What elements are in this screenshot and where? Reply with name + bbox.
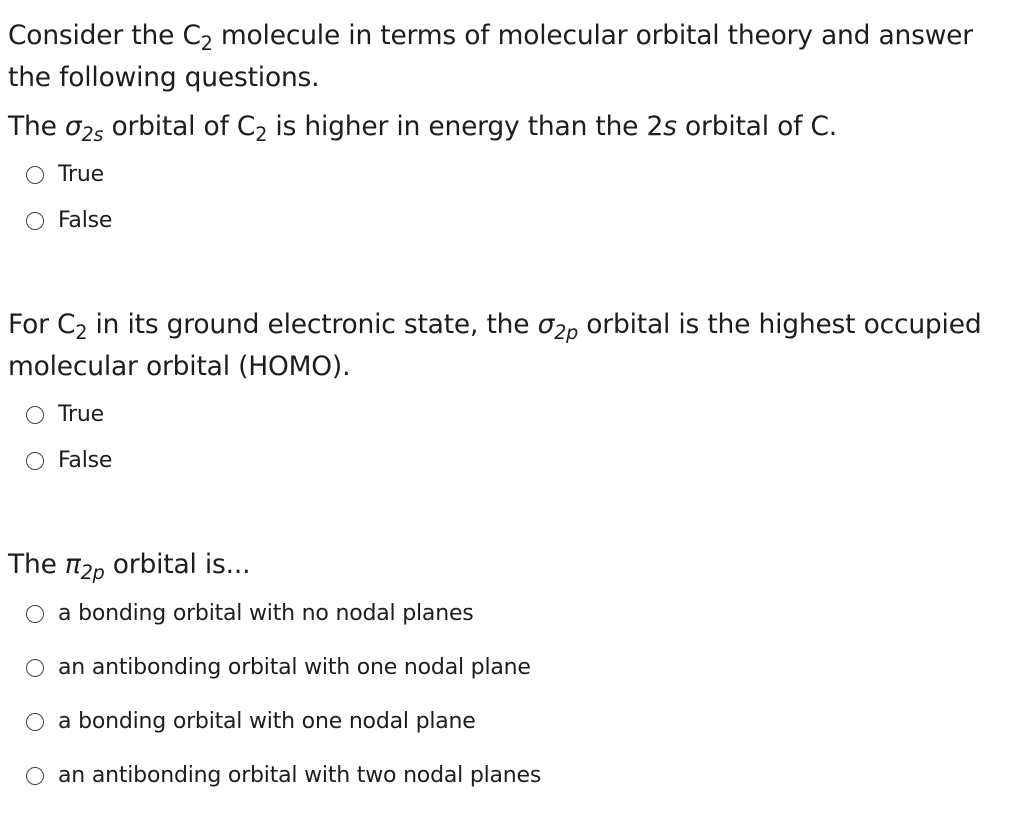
intro-text-b: molecule in terms of molecular orbital theory and answer <box>212 20 973 51</box>
question-2-prompt <box>8 304 1008 388</box>
sigma-symbol: σ <box>64 111 82 142</box>
intro-subscript: 2 <box>200 33 213 56</box>
radio-button[interactable] <box>26 406 44 424</box>
q3-option-4[interactable] <box>26 761 541 791</box>
q3-option-1[interactable] <box>26 599 474 629</box>
q2-option-true[interactable] <box>26 400 104 430</box>
q3-option-2[interactable] <box>26 653 531 683</box>
q2-text-b: in its ground electronic state, the <box>87 309 538 340</box>
q1-s-italic: s <box>663 111 677 142</box>
option-label: an antibonding orbital with one nodal plane <box>58 655 531 680</box>
pi-symbol: π <box>64 549 81 580</box>
intro-line-1 <box>8 15 1008 57</box>
q3-option-3[interactable] <box>26 707 476 737</box>
q1-c2-subscript: 2 <box>255 124 268 147</box>
radio-button[interactable] <box>26 212 44 230</box>
q3-text-b: orbital is... <box>104 549 251 580</box>
sigma-subscript: 2p <box>554 322 579 345</box>
q2-text-a: For C <box>8 309 76 340</box>
option-label: a bonding orbital with no nodal planes <box>58 601 474 626</box>
q1-text-a: The <box>8 111 65 142</box>
radio-button[interactable] <box>26 767 44 785</box>
option-label: True <box>58 402 104 427</box>
option-label: False <box>58 208 113 233</box>
option-label: an antibonding orbital with two nodal planes <box>58 763 542 788</box>
q2-c2-subscript: 2 <box>75 322 88 345</box>
radio-button[interactable] <box>26 166 44 184</box>
question-1-text <box>8 106 1008 148</box>
intro-text-a: Consider the C <box>8 20 201 51</box>
sigma-symbol: σ <box>537 309 555 340</box>
question-1-prompt <box>8 106 1008 148</box>
q1-option-true[interactable] <box>26 160 104 190</box>
question-3-text <box>8 544 1008 586</box>
radio-button[interactable] <box>26 452 44 470</box>
intro-text <box>8 15 1008 99</box>
question-2-line-1 <box>8 304 1008 346</box>
q2-text-c: orbital is the highest occupied <box>578 309 982 340</box>
q2-option-false[interactable] <box>26 446 112 476</box>
question-2-line-2: molecular orbital (HOMO). <box>8 351 351 382</box>
radio-button[interactable] <box>26 605 44 623</box>
q1-option-false[interactable] <box>26 206 112 236</box>
q1-text-b: orbital of C <box>103 111 256 142</box>
pi-subscript: 2p <box>80 562 105 585</box>
radio-button[interactable] <box>26 713 44 731</box>
q1-text-d: orbital of C. <box>676 111 838 142</box>
option-label: False <box>58 448 113 473</box>
intro-line-2: the following questions. <box>8 62 320 93</box>
q3-text-a: The <box>8 549 65 580</box>
question-3-prompt <box>8 544 1008 586</box>
sigma-subscript: 2s <box>81 124 104 147</box>
option-label: True <box>58 162 104 187</box>
option-label: a bonding orbital with one nodal plane <box>58 709 476 734</box>
radio-button[interactable] <box>26 659 44 677</box>
q1-text-c: is higher in energy than the 2 <box>267 111 664 142</box>
